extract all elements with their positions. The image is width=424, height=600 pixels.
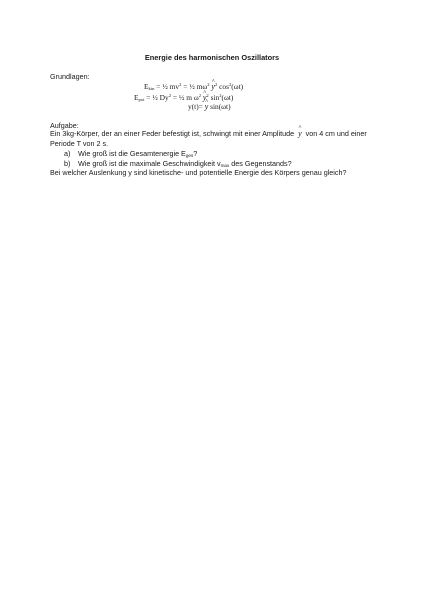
amplitude-symbol: ^ y bbox=[211, 82, 215, 92]
amplitude-symbol: ^ y bbox=[205, 102, 209, 112]
question-a-sub: ges bbox=[185, 153, 194, 158]
amplitude-symbol: ^ y bbox=[203, 93, 207, 103]
ekin-p4: cos bbox=[217, 82, 229, 91]
epot-p4-sup: 2 bbox=[219, 93, 222, 98]
yt-p2: sin(ωt) bbox=[208, 102, 231, 111]
question-b-sub: max bbox=[220, 163, 230, 168]
epot-p2-sup: 2 bbox=[198, 93, 201, 98]
ekin-lhs-sub: kin bbox=[148, 86, 155, 91]
problem-line-1 bbox=[50, 129, 367, 138]
grundlagen-label: Grundlagen: bbox=[50, 72, 90, 81]
page-title: Energie des harmonischen Oszillators bbox=[144, 53, 280, 62]
aufgabe-label: Aufgabe: bbox=[50, 121, 79, 130]
question-b-marker: b) bbox=[64, 159, 71, 168]
ekin-p3-sup: 2 bbox=[214, 82, 218, 87]
ekin-p4-sup: 2 bbox=[228, 82, 232, 87]
epot-p1: = ½ Dy bbox=[144, 93, 169, 102]
ekin-lhs: E bbox=[144, 82, 149, 91]
amplitude-symbol: ^ y bbox=[298, 129, 302, 138]
epot-lhs-sub: pot bbox=[138, 97, 145, 102]
epot-p3-sup: 2 bbox=[206, 93, 209, 98]
problem-line-2: Periode T von 2 s. bbox=[50, 139, 109, 148]
question-b-text: Wie groß ist die maximale Geschwindigkeit v bbox=[78, 159, 221, 168]
question-a-text: Wie groß ist die Gesamtenergie E bbox=[78, 149, 186, 158]
ekin-p5: (ωt) bbox=[231, 82, 244, 91]
problem-line-1b: von 4 cm und einer bbox=[305, 129, 367, 138]
epot-p5: (ωt) bbox=[221, 93, 234, 102]
final-question: Bei welcher Auslenkung y sind kinetische- und potentielle Energie des Körpers genau gleich? bbox=[50, 168, 347, 177]
ekin-p2: = ½ mω bbox=[181, 82, 208, 91]
epot-lhs: E bbox=[134, 93, 139, 102]
epot-p4: sin bbox=[208, 93, 220, 102]
formula-yt bbox=[188, 102, 231, 112]
problem-line-1a: Ein 3kg-Körper, der an einer Feder befestigt ist, schwingt mit einer Amplitude bbox=[50, 129, 295, 138]
ekin-p1-sup: 2 bbox=[179, 82, 182, 87]
epot-p1-sup: 2 bbox=[168, 93, 171, 98]
ekin-p1: = ½ mv bbox=[154, 82, 180, 91]
yt-p1: y(t)= bbox=[188, 102, 205, 111]
ekin-p2-sup: 2 bbox=[207, 82, 210, 87]
question-a-marker: a) bbox=[64, 149, 71, 158]
epot-p2: = ½ m ω bbox=[170, 93, 199, 102]
question-b-tail: des Gegenstands? bbox=[229, 159, 292, 168]
question-a-tail: ? bbox=[193, 149, 198, 158]
